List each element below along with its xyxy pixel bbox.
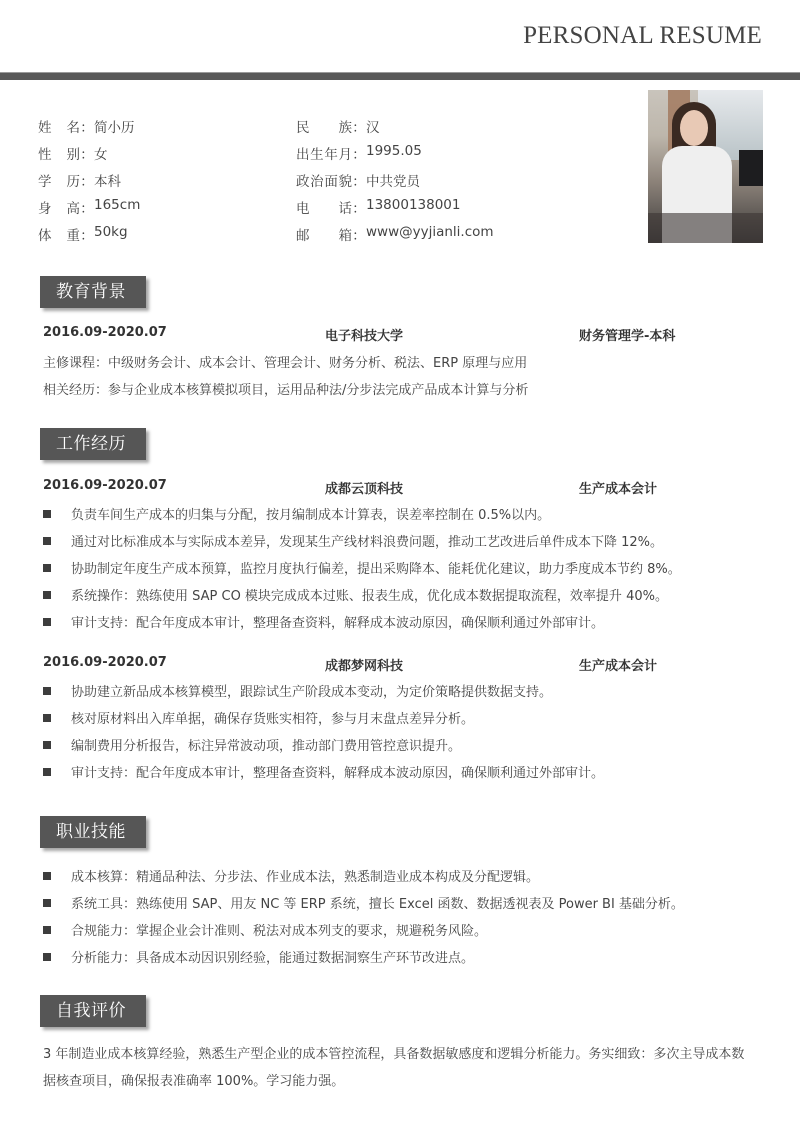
square-bullet-icon: [43, 899, 51, 907]
section-heading-skills: 职业技能: [40, 816, 146, 848]
job-date: 2016.09-2020.07: [43, 478, 167, 493]
job-company: 成都梦网科技: [325, 659, 404, 674]
list-item: 负责车间生产成本的归集与分配，按月编制成本计算表，误差率控制在 0.5%以内。: [43, 500, 763, 527]
self-evaluation-text: 3 年制造业成本核算经验，熟悉生产型企业的成本管控流程，具备数据敏感度和逻辑分析能力。务实细致：多次主导成本数据核查项目，确保报表准确率 100%。学习能力强。: [43, 1047, 745, 1089]
education-school: 电子科技大学: [325, 329, 404, 344]
square-bullet-icon: [43, 953, 51, 961]
education-date: 2016.09-2020.07: [43, 325, 167, 340]
info-value-height: 165cm: [94, 196, 141, 213]
info-value-weight: 50kg: [94, 223, 128, 240]
list-item: 核对原材料出入库单据，确保存货账实相符，参与月末盘点差异分析。: [43, 704, 763, 731]
square-bullet-icon: [43, 872, 51, 880]
square-bullet-icon: [43, 687, 51, 695]
job-date: 2016.09-2020.07: [43, 655, 167, 670]
square-bullet-icon: [43, 537, 51, 545]
info-label-gender: 性别: [38, 146, 80, 163]
list-item: 通过对比标准成本与实际成本差异，发现某生产线材料浪费问题，推动工艺改进后单件成本下降 12%。: [43, 527, 763, 554]
job-title: 生产成本会计: [579, 659, 658, 674]
skills-bullet-list: [43, 862, 763, 970]
education-major: 财务管理学-本科: [579, 329, 676, 344]
job-title: 生产成本会计: [579, 482, 658, 497]
education-courses: 主修课程：中级财务会计、成本会计、管理会计、财务分析、税法、ERP 原理与应用: [43, 356, 528, 371]
list-item: 审计支持：配合年度成本审计，整理备查资料，解释成本波动原因，确保顺利通过外部审计。: [43, 608, 763, 635]
square-bullet-icon: [43, 741, 51, 749]
info-row: 体重 ： 50kg 邮箱 ： www@yyjianli.com: [38, 223, 494, 244]
info-value-phone: 13800138001: [366, 196, 461, 213]
info-label-birth: 出生年月: [296, 146, 352, 163]
education-experience: 相关经历：参与企业成本核算模拟项目，运用品种法/分步法完成产品成本计算与分析: [43, 383, 529, 398]
job-bullet-list: [43, 500, 763, 635]
info-label-weight: 体重: [38, 227, 80, 244]
info-value-political: 中共党员: [366, 173, 420, 190]
list-item: 编制费用分析报告，标注异常波动项，推动部门费用管控意识提升。: [43, 731, 763, 758]
section-heading-self-evaluation: 自我评价: [40, 995, 146, 1027]
job-bullet-list: [43, 677, 763, 785]
list-item: 分析能力：具备成本动因识别经验，能通过数据洞察生产环节改进点。: [43, 943, 763, 970]
info-row: 学历 ： 本科 政治面貌 ： 中共党员: [38, 166, 598, 193]
list-item: 系统操作：熟练使用 SAP CO 模块完成成本过账、报表生成，优化成本数据提取流程，效率提升 40%。: [43, 581, 763, 608]
info-row: 姓名 ： 简小历 民族 ： 汉: [38, 112, 598, 139]
square-bullet-icon: [43, 768, 51, 776]
square-bullet-icon: [43, 926, 51, 934]
job-entry-header: [43, 478, 743, 498]
list-item: 成本核算：精通品种法、分步法、作业成本法，熟悉制造业成本构成及分配逻辑。: [43, 862, 763, 889]
info-value-email: www@yyjianli.com: [366, 223, 494, 240]
list-item: 协助制定年度生产成本预算，监控月度执行偏差，提出采购降本、能耗优化建议，助力季度成本节约 8%。: [43, 554, 763, 581]
job-entry-header: [43, 655, 743, 675]
info-value-gender: 女: [94, 146, 108, 163]
info-label-name: 姓名: [38, 119, 80, 136]
info-label-education: 学历: [38, 173, 80, 190]
info-label-email: 邮箱: [296, 227, 352, 244]
info-value-ethnicity: 汉: [366, 119, 380, 136]
section-heading-work: 工作经历: [40, 428, 146, 460]
square-bullet-icon: [43, 510, 51, 518]
section-heading-education: 教育背景: [40, 276, 146, 308]
info-row: 身高 ： 165cm 电话 ： 13800138001: [38, 196, 461, 217]
info-value-birth: 1995.05: [366, 142, 422, 159]
square-bullet-icon: [43, 618, 51, 626]
info-row: 性别 ： 女 出生年月 ： 1995.05: [38, 142, 422, 163]
info-label-political: 政治面貌: [296, 173, 352, 190]
list-item: 审计支持：配合年度成本审计，整理备查资料，解释成本波动原因，确保顺利通过外部审计。: [43, 758, 763, 785]
list-item: 合规能力：掌握企业会计准则、税法对成本列支的要求，规避税务风险。: [43, 916, 763, 943]
info-value-name: 简小历: [94, 119, 135, 136]
list-item: 系统工具：熟练使用 SAP、用友 NC 等 ERP 系统，擅长 Excel 函数、数据透视表及 Power BI 基础分析。: [43, 889, 763, 916]
square-bullet-icon: [43, 591, 51, 599]
info-label-ethnicity: 民族: [296, 119, 352, 136]
resume-title: PERSONAL RESUME: [523, 22, 762, 49]
education-entry-header: [43, 325, 743, 345]
list-item: 协助建立新品成本核算模型，跟踪试生产阶段成本变动，为定价策略提供数据支持。: [43, 677, 763, 704]
profile-photo: [648, 90, 763, 243]
info-value-education: 本科: [94, 173, 121, 190]
personal-info: [38, 112, 598, 247]
job-company: 成都云顶科技: [325, 482, 404, 497]
info-label-height: 身高: [38, 200, 80, 217]
header-divider-bar: [0, 72, 800, 80]
square-bullet-icon: [43, 714, 51, 722]
info-label-phone: 电话: [296, 200, 352, 217]
square-bullet-icon: [43, 564, 51, 572]
